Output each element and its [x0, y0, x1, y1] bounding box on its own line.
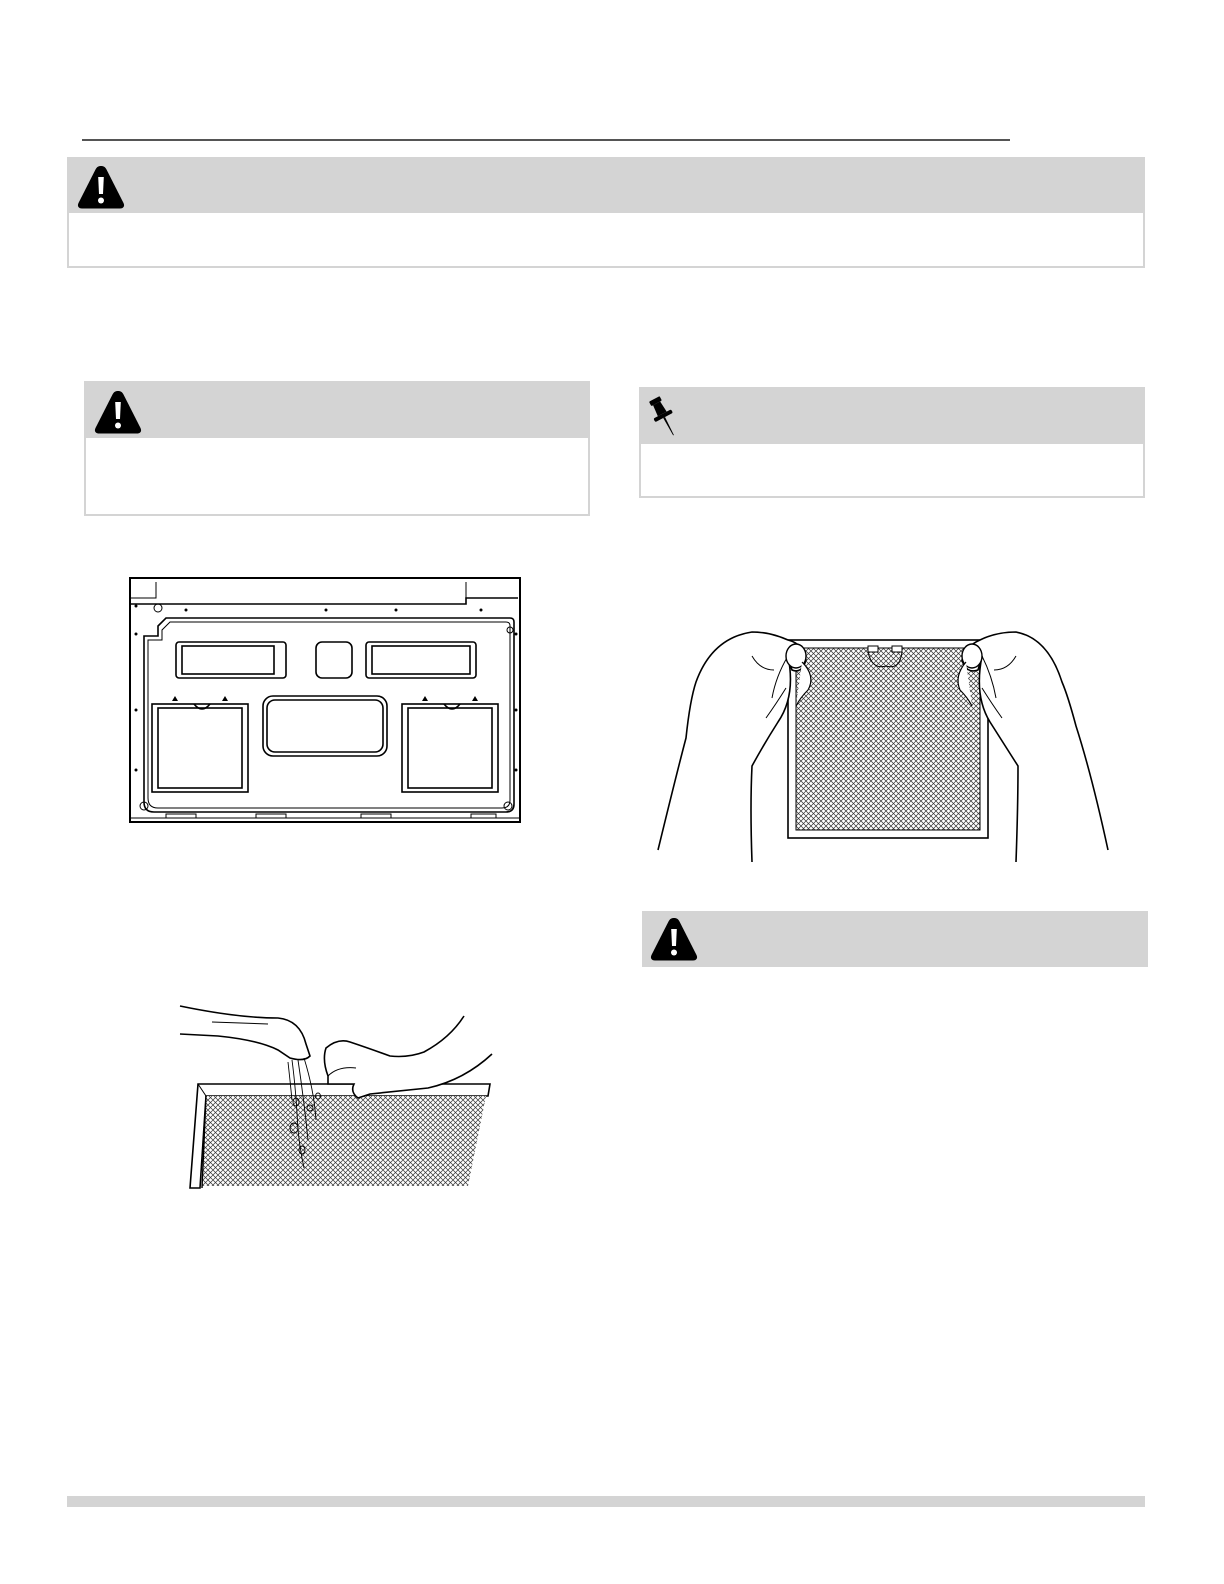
warning-callout-header — [642, 911, 1148, 967]
footer-bar — [67, 1496, 1145, 1507]
warning-callout-right — [642, 911, 1148, 967]
pushpin-icon — [648, 393, 682, 441]
rinsing-filter-illustration — [178, 1000, 498, 1190]
warning-icon — [75, 163, 127, 211]
warning-icon — [92, 388, 144, 436]
header-rule — [82, 139, 1010, 141]
note-callout-header — [641, 389, 1143, 444]
warning-icon — [648, 915, 700, 963]
warning-callout-header — [69, 159, 1143, 213]
warning-callout-header — [86, 383, 588, 438]
microwave-underside-illustration — [126, 574, 526, 826]
note-callout-right — [639, 387, 1145, 498]
warning-callout-left — [84, 381, 590, 516]
holding-filter-illustration — [656, 626, 1112, 862]
warning-callout-top — [67, 157, 1145, 268]
